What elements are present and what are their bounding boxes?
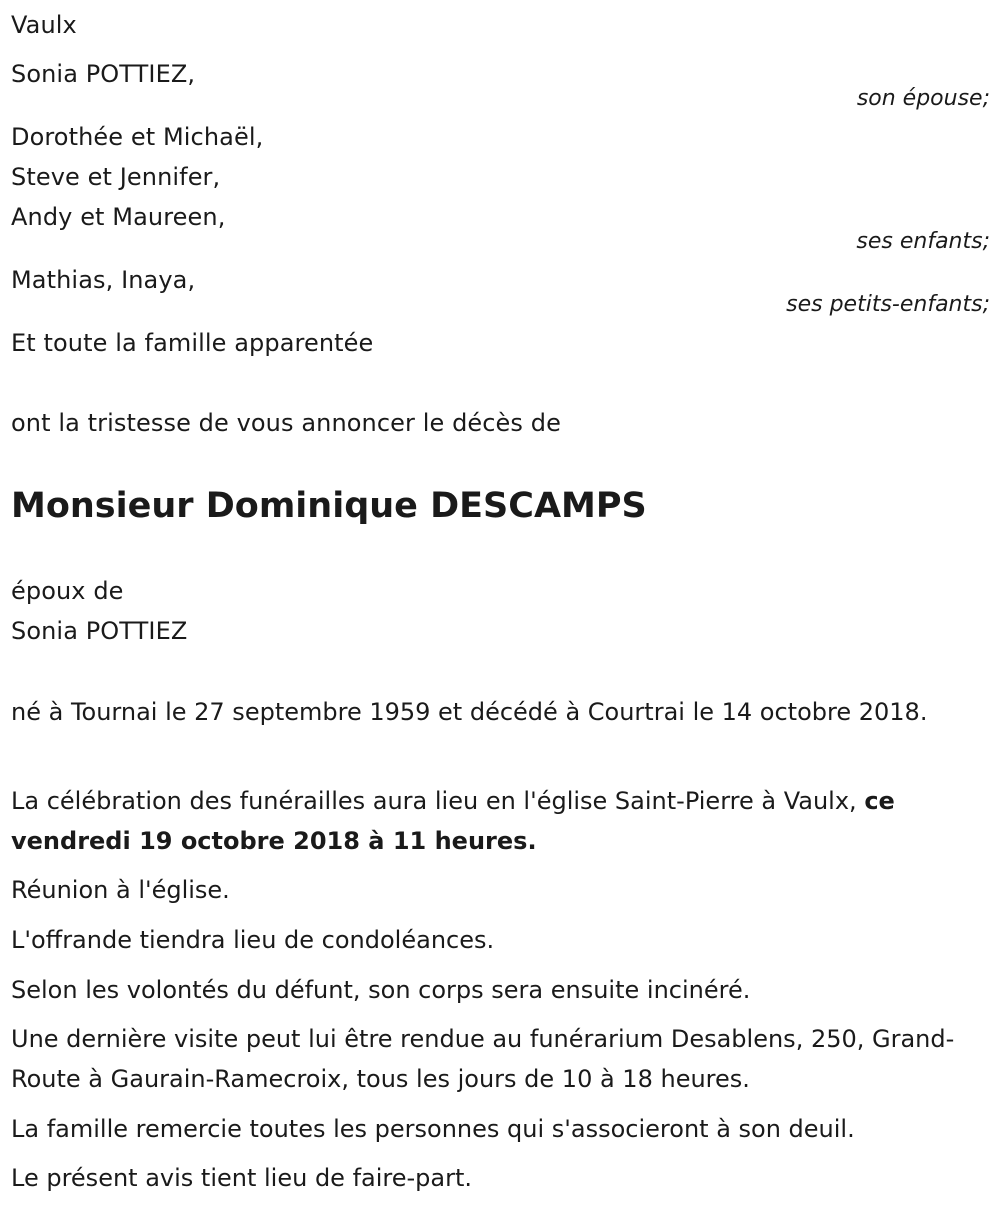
child-line-3: Andy et Maureen, (11, 203, 226, 231)
spouse-role: son épouse; (856, 86, 990, 111)
birth-death-paragraph: né à Tournai le 27 septembre 1959 et décédé à Courtrai le 14 octobre 2018. (11, 698, 928, 726)
ceremony-text: La célébration des funérailles aura lieu en l'église Saint-Pierre à Vaulx, (11, 787, 865, 815)
deceased-name: Monsieur Dominique DESCAMPS (11, 486, 647, 526)
child-line-2: Steve et Jennifer, (11, 163, 221, 191)
ceremony-date: ce vendredi 19 octobre 2018 à 11 heures. (11, 787, 895, 855)
meeting-paragraph: Réunion à l'église. (11, 876, 230, 904)
place-name: Vaulx (11, 11, 77, 39)
spouse-name: Sonia POTTIEZ, (11, 60, 196, 88)
spouse-of-name: Sonia POTTIEZ (11, 617, 188, 645)
cremation-paragraph: Selon les volontés du défunt, son corps sera ensuite incinéré. (11, 976, 751, 1004)
grandchildren-role: ses petits-enfants; (786, 292, 990, 317)
visit-paragraph: Une dernière visite peut lui être rendue au funérarium Desablens, 250, Grand-Route à Gaurain-Ramecroix, tous les jours de 10 à 18 heures. (11, 1025, 955, 1093)
notice-paragraph: Le présent avis tient lieu de faire-part. (11, 1164, 473, 1192)
family-line: Et toute la famille apparentée (11, 329, 374, 357)
child-line-1: Dorothée et Michaël, (11, 123, 264, 151)
offering-paragraph: L'offrande tiendra lieu de condoléances. (11, 926, 495, 954)
children-role: ses enfants; (856, 229, 990, 254)
announcement-line: ont la tristesse de vous annoncer le décès de (11, 409, 561, 437)
grandchildren-names: Mathias, Inaya, (11, 266, 196, 294)
ceremony-paragraph (11, 781, 991, 861)
spouse-of-label: époux de (11, 577, 124, 605)
thanks-paragraph: La famille remercie toutes les personnes qui s'associeront à son deuil. (11, 1115, 855, 1143)
